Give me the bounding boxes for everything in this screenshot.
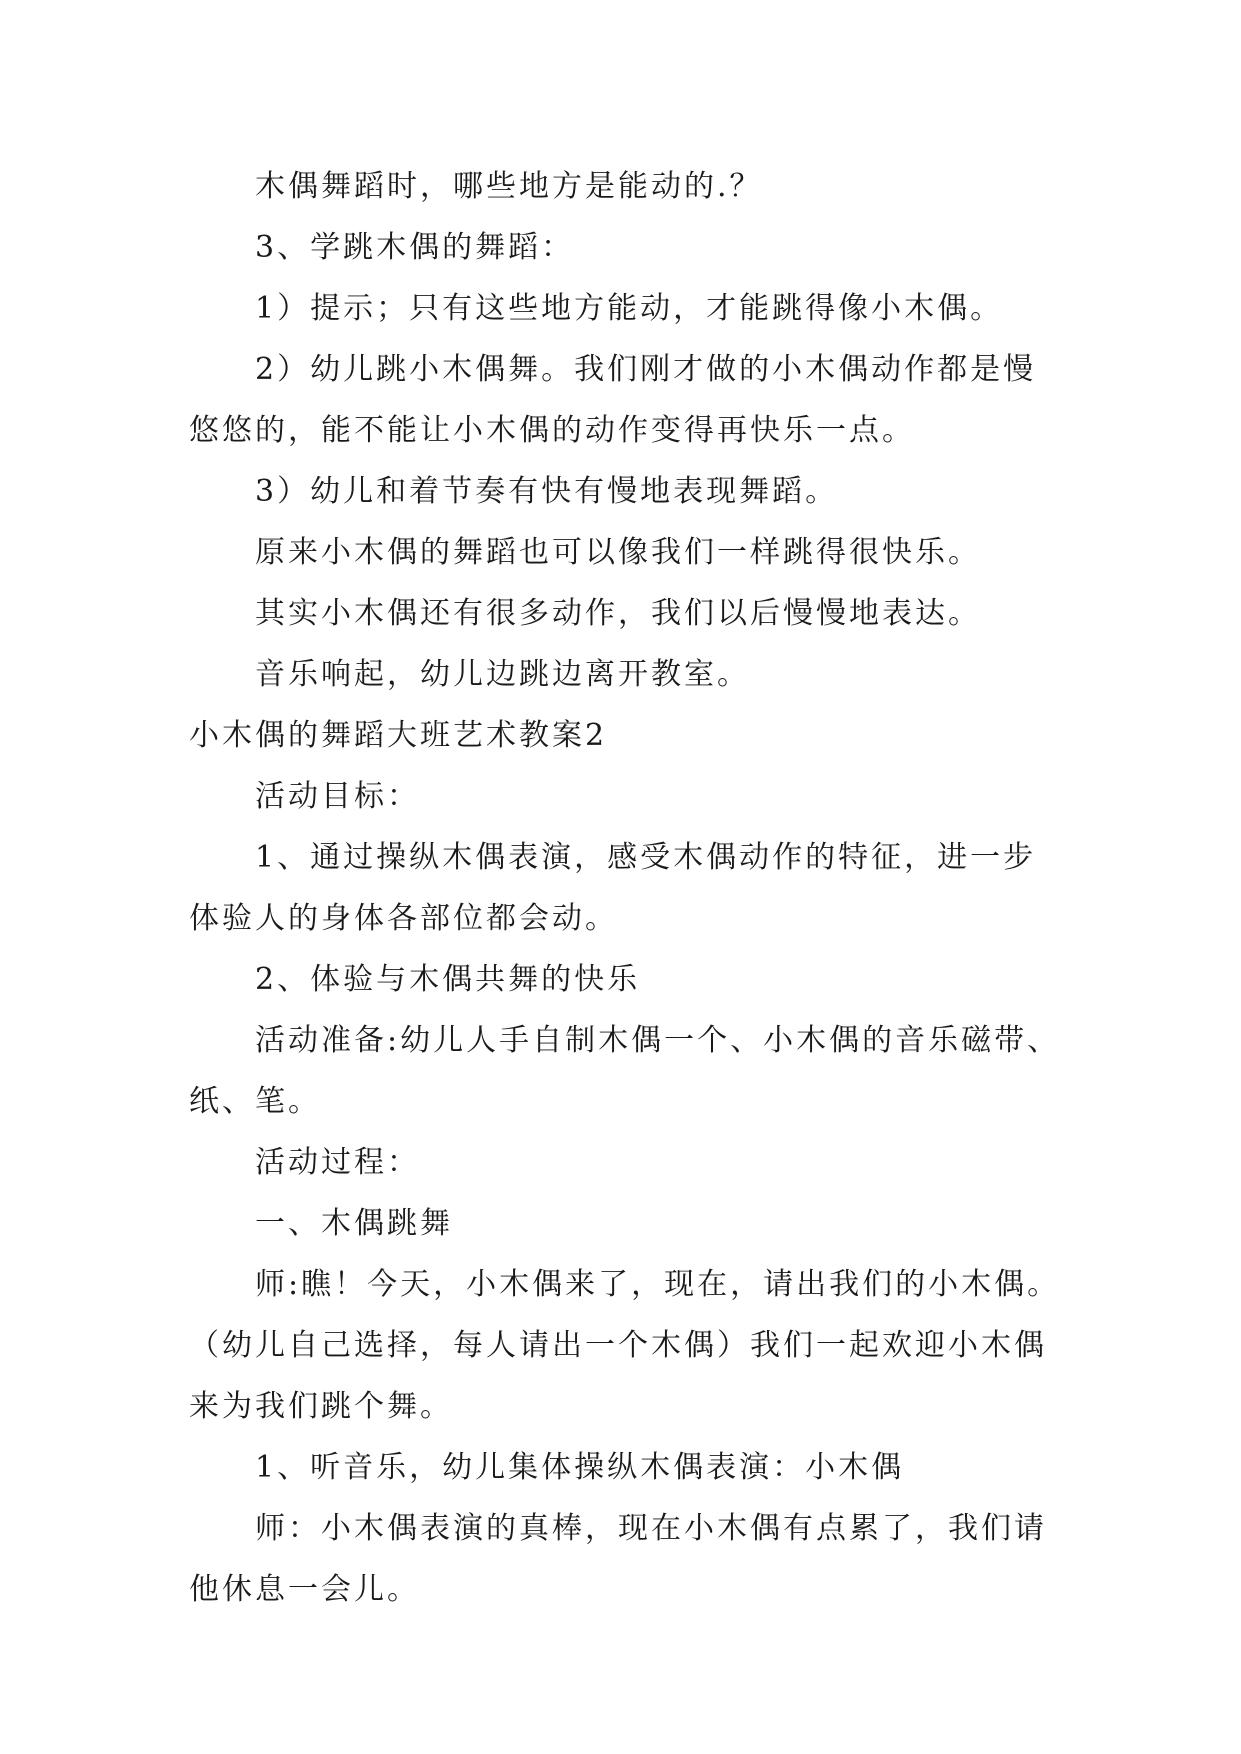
text-line: 原来小木偶的舞蹈也可以像我们一样跳得很快乐。: [255, 535, 981, 570]
text-line: 活动过程：: [255, 1145, 420, 1180]
text-line: 活动目标：: [255, 779, 420, 814]
text-line: 他休息一会儿。: [189, 1572, 420, 1607]
text-line: 2、体验与木偶共舞的快乐: [255, 962, 641, 997]
text-line: 3、学跳木偶的舞蹈：: [255, 230, 575, 265]
text-line: 木偶舞蹈时，哪些地方是能动的.？: [255, 169, 763, 204]
text-line: 2）幼儿跳小木偶舞。我们刚才做的小木偶动作都是慢: [255, 352, 1037, 387]
text-line: 来为我们跳个舞。: [189, 1389, 453, 1424]
text-line: 活动准备:幼儿人手自制木偶一个、小木偶的音乐磁带、: [255, 1023, 1061, 1058]
text-line: 音乐响起，幼儿边跳边离开教室。: [255, 657, 750, 692]
section-heading: 小木偶的舞蹈大班艺术教案2: [189, 718, 608, 753]
text-line: 一、木偶跳舞: [255, 1206, 453, 1241]
text-line: 其实小木偶还有很多动作，我们以后慢慢地表达。: [255, 596, 981, 631]
text-line: （幼儿自己选择，每人请出一个木偶）我们一起欢迎小木偶: [189, 1328, 1047, 1363]
text-line: 3）幼儿和着节奏有快有慢地表现舞蹈。: [255, 474, 839, 509]
text-line: 师：小木偶表演的真棒，现在小木偶有点累了，我们请: [255, 1511, 1047, 1546]
text-line: 师:瞧！今天，小木偶来了，现在，请出我们的小木偶。: [255, 1267, 1061, 1302]
text-line: 1、听音乐，幼儿集体操纵木偶表演：小木偶: [255, 1450, 905, 1485]
text-line: 1、通过操纵木偶表演，感受木偶动作的特征，进一步: [255, 840, 1037, 875]
text-line: 悠悠的，能不能让小木偶的动作变得再快乐一点。: [189, 413, 915, 448]
text-line: 纸、笔。: [189, 1084, 321, 1119]
text-line: 体验人的身体各部位都会动。: [189, 901, 618, 936]
document-body: [189, 156, 1059, 1620]
text-line: 1）提示；只有这些地方能动，才能跳得像小木偶。: [255, 291, 1004, 326]
